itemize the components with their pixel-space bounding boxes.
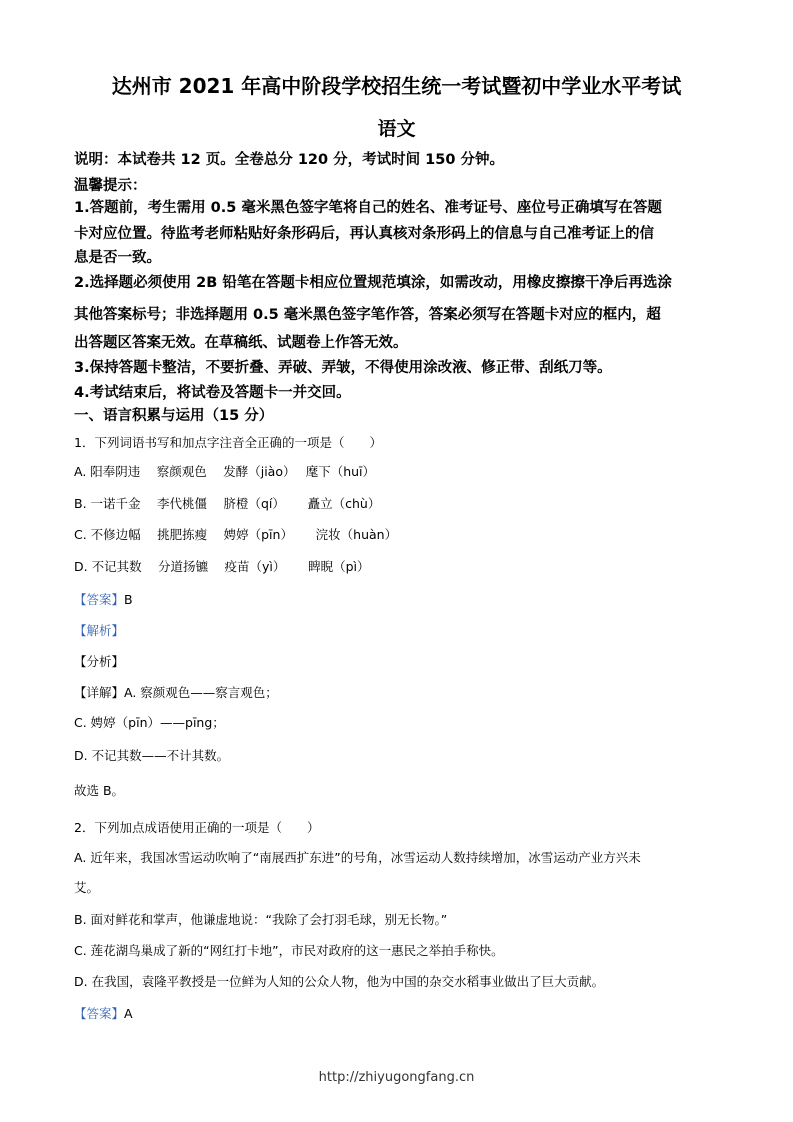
- answer-tag: 【答案】: [74, 1006, 125, 1021]
- q1-option-b: B. 一诺千金 李代桃僵 脐橙（qí） 矗立（chù）: [74, 496, 381, 511]
- tips-heading: 温馨提示：: [74, 178, 147, 194]
- tip-1-line-3: 息是否一致。: [74, 250, 161, 266]
- fenxi-tag: 【分析】: [74, 654, 125, 669]
- q1-detail-d: D. 不记其数——不计其数。: [74, 748, 230, 763]
- q1-conclusion: 故选 B。: [74, 783, 125, 798]
- q2-option-d: D. 在我国，袁隆平教授是一位鲜为人知的公众人物，他为中国的杂交水稻事业做出了巨大贡献。: [74, 974, 605, 989]
- q1-answer: [74, 590, 133, 608]
- tip-2-line-1: 2.选择题必须使用 2B 铅笔在答题卡相应位置规范填涂，如需改动，用橡皮擦擦干净后再选涂: [74, 275, 672, 291]
- q2-answer: [74, 1004, 133, 1022]
- exam-note: 说明：本试卷共 12 页。全卷总分 120 分，考试时间 150 分钟。: [74, 152, 504, 168]
- tip-3: 3.保持答题卡整洁，不要折叠、弄破、弄皱，不得使用涂改液、修正带、刮纸刀等。: [74, 360, 612, 376]
- q1-option-d: D. 不记其数 分道扬镳 疫苗（yì） 睥睨（pì）: [74, 559, 370, 574]
- answer-tag: 【答案】: [74, 592, 125, 607]
- tip-1-line-1: 1.答题前，考生需用 0.5 毫米黑色签字笔将自己的姓名、准考证号、座位号正确填写在答题: [74, 200, 662, 216]
- q1-stem: 1．下列词语书写和加点字注音全正确的一项是（ ）: [74, 435, 382, 450]
- tip-2-line-2: 其他答案标号；非选择题用 0.5 毫米黑色签字笔作答，答案必须写在答题卡对应的框内，超: [74, 307, 661, 323]
- subject-title: 语文: [377, 118, 416, 140]
- q2-option-b: B. 面对鲜花和掌声，他谦虚地说：“我除了会打羽毛球，别无长物。”: [74, 912, 448, 927]
- footer-url: http://zhiyugongfang.cn: [318, 1070, 475, 1085]
- q1-detail-c: C. 娉婷（pīn）——pīng；: [74, 715, 225, 730]
- q1-detail: 【详解】A. 察颜观色——察言观色；: [74, 685, 278, 700]
- q2-stem: 2．下列加点成语使用正确的一项是（ ）: [74, 820, 320, 835]
- answer-value: A: [124, 1006, 133, 1021]
- q1-option-c: C. 不修边幅 挑肥拣瘦 娉婷（pīn） 浣妆（huàn）: [74, 527, 398, 542]
- q2-option-a-line-1: A. 近年来，我国冰雪运动吹响了“南展西扩东进”的号角，冰雪运动人数持续增加，冰雪运动产业方兴未: [74, 850, 641, 865]
- section-heading: 一、语言积累与运用（15 分）: [74, 408, 274, 424]
- tip-2-line-3: 出答题区答案无效。在草稿纸、试题卷上作答无效。: [74, 335, 408, 351]
- exam-title: 达州市 2021 年高中阶段学校招生统一考试暨初中学业水平考试: [111, 74, 682, 98]
- tip-4: 4.考试结束后，将试卷及答题卡一并交回。: [74, 385, 351, 401]
- analysis-tag: 【解析】: [74, 623, 125, 638]
- q1-option-a: A. 阳奉阴违 察颜观色 发酵（jiào） 麾下（huī）: [74, 464, 376, 479]
- q2-option-a-line-2: 艾。: [74, 880, 100, 895]
- answer-value: B: [124, 592, 133, 607]
- q2-option-c: C. 莲花湖鸟巢成了新的“网红打卡地”，市民对政府的这一惠民之举拍手称快。: [74, 943, 504, 958]
- tip-1-line-2: 卡对应位置。待监考老师粘贴好条形码后，再认真核对条形码上的信息与自己准考证上的信: [74, 226, 654, 242]
